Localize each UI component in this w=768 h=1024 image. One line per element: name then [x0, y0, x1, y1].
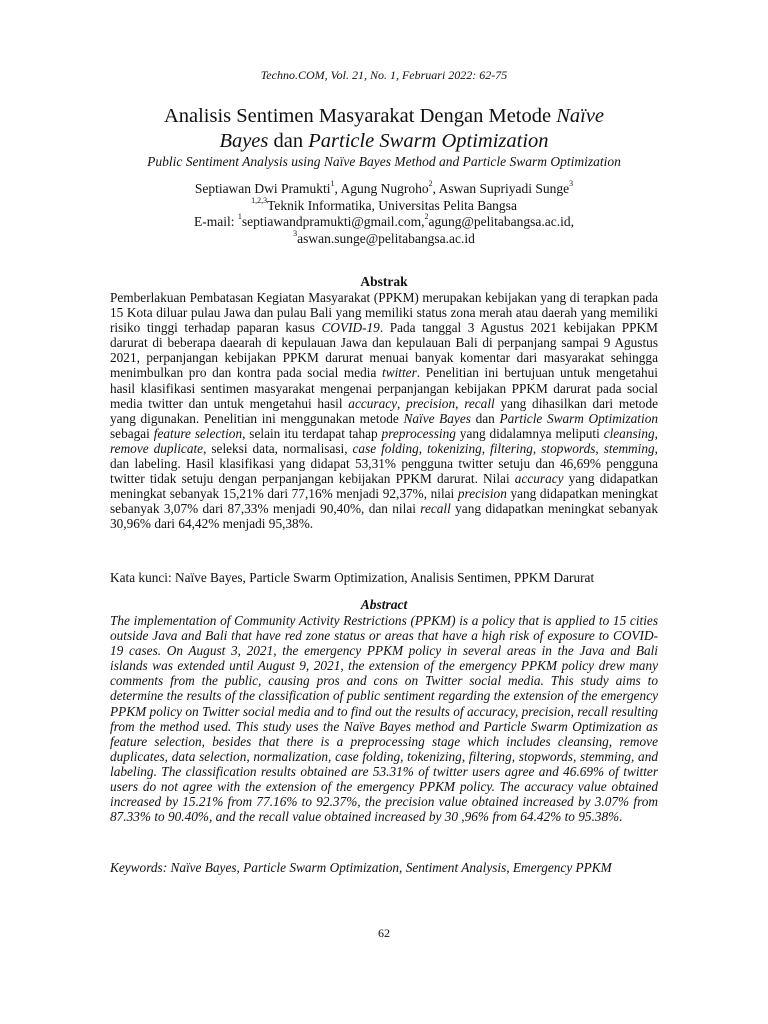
kata-kunci: Kata kunci: Naïve Bayes, Particle Swarm Optimization, Analisis Sentimen, PPKM Darurat — [110, 570, 595, 585]
author-email-3: $^3$aswan.sunge@pelitabangsa.ac.id — [293, 228, 475, 246]
email-link-2[interactable]: agung@pelitabangsa.ac.id, — [428, 214, 575, 229]
title-italic-bayes: Bayes — [219, 130, 269, 152]
email-link-1[interactable]: septiawandpramukti@gmail.com, — [241, 214, 425, 229]
page-number: 62 — [378, 926, 390, 940]
paper-title — [60, 104, 708, 154]
title-text-2: dan — [268, 130, 309, 152]
title-italic-pso: Particle Swarm Optimization — [308, 130, 549, 152]
paper-subtitle: Public Sentiment Analysis using Naïve Bayes Method and Particle Swarm Optimization — [147, 154, 621, 169]
abstract-body: The implementation of Community Activity Restrictions (PPKM) is a policy that is applied to 15 cities outside Java and Bali that have red zone status or areas that have a high risk of exposure to COVID-19 cases. On August 3, 2021, the emergency PPKM policy in several areas in the Java and Bali islands was extended until August 9, 2021, the extension of the emergency PPKM policy drew many comments from the public, causing pros and cons on Twitter social media. This study aims to determine the results of the classification of public sentiment regarding the extension of the emergency PPKM policy on Twitter social media and to find out the results of accuracy, precision, recall resulting from the method used. This study uses the Naïve Bayes method and Particle Swarm Optimization as feature selection, besides that there is a preprocessing stage which includes cleansing, remove duplicates, data selection, normalization, case folding, tokenizing, filtering, stopwords, stemming, and labeling. The classification results obtained are 53.31% of twitter users agree and 46.69% of twitter users do not agree with the extension of the emergency PPKM policy. The accuracy value obtained increased by 15.21% from 77.16% to 92.37%, the precision value obtained increased by 3.07% from 87.33% to 90.40%, and the recall value obtained increased by 30 ,96% from 64.42% to 95.38%. — [110, 613, 658, 825]
abstract-heading: Abstract — [360, 597, 408, 612]
email-link-3[interactable]: aswan.sunge@pelitabangsa.ac.id — [297, 230, 475, 246]
journal-header: Techno.COM, Vol. 21, No. 1, Februari 2022: 62-75 — [260, 68, 508, 82]
author-names: Septiawan Dwi Pramukti$^1$, Agung Nugroho$^2$, Aswan Supriyadi Sunge$^3$ — [194, 179, 574, 196]
author-emails: E-mail: $^1$septiawandpramukti@gmail.com,$^2$agung@pelitabangsa.ac.id, — [193, 212, 575, 229]
author-affiliation: $^{1,2,3}$Teknik Informatika, Universitas Pelita Bangsa — [251, 195, 517, 213]
title-italic-naive: Naïve — [556, 105, 605, 127]
title-text-1: Analisis Sentimen Masyarakat Dengan Metode — [163, 105, 557, 127]
keywords: Keywords: Naïve Bayes, Particle Swarm Optimization, Sentiment Analysis, Emergency PPKM — [110, 860, 612, 875]
author-block — [40, 181, 728, 247]
abstrak-body: Pemberlakuan Pembatasan Kegiatan Masyarakat (PPKM) merupakan kebijakan yang di terapkan pada 15 Kota diluar pulau Jawa dan pulau Bali yang memiliki status zona merah atau daerah yang memiliki risiko tinggi terhadap paparan kasus COVID-19. Pada tanggal 3 Agustus 2021 kebijakan PPKM darurat di beberapa daearah di kepulauan Jawa dan kepulauan Bali di perpanjang sampai 9 Agustus 2021, perpanjangan kebijakan PPKM darurat menuai banyak komentar dari masyarakat sehingga menimbulkan pro dan kontra pada social media twitter. Penelitian ini bertujuan untuk mengetahui hasil klasifikasi sentimen masyarakat mengenai perpanjangan kebijakan PPKM darurat pada social media twitter dan untuk mengetahui hasil accuracy, precision, recall yang dihasilkan dari metode yang digunakan. Penelitian ini menggunakan metode Naïve Bayes dan Particle Swarm Optimization sebagai feature selection, selain itu terdapat tahap preprocessing yang didalamnya meliputi cleansing, remove duplicate, seleksi data, normalisasi, case folding, tokenizing, filtering, stopwords, stemming, dan labeling. Hasil klasifikasi yang didapat 53,31% pengguna twitter setuju dan 46,69% pengguna twitter tidak setuju dengan perpanjangan kebijakan PPKM darurat. Nilai accuracy yang didapatkan meningkat sebanyak 15,21% dari 77,16% menjadi 92,37%, nilai precision yang didapatkan meningkat sebanyak 3,07% dari 87,33% menjadi 90,40%, dan nilai recall yang didapatkan meningkat sebanyak 30,96% dari 64,42% menjadi 95,38%. — [110, 290, 659, 532]
abstrak-heading: Abstrak — [360, 274, 408, 289]
